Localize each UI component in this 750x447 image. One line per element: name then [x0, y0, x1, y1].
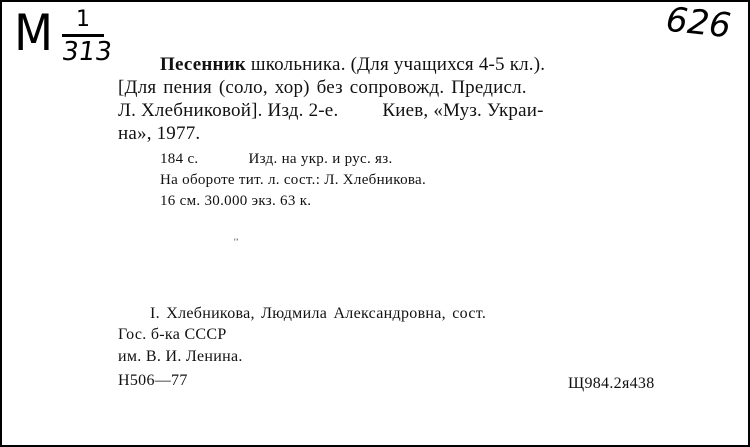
call-number-letter: М: [14, 4, 53, 62]
footer-left-code: Н506—77: [118, 372, 188, 389]
pages-line: [160, 150, 393, 168]
call-number-top: 1: [62, 8, 104, 37]
pages: 184 с.: [160, 151, 199, 167]
call-number-fraction: [59, 7, 114, 67]
title-rest: школьника. (Для учащихся 4-5 кл.).: [250, 54, 546, 75]
record-line-3b: Киев, «Муз. Украи-: [382, 100, 544, 121]
tracing-entry: I. Хлебникова, Людмила Александровна, сост.: [150, 305, 487, 322]
record-line-3a: Л. Хлебниковой]. Изд. 2-е.: [118, 100, 339, 121]
compiler-note: На обороте тит. л. сост.: Л. Хлебникова.: [160, 172, 427, 188]
card-number: 626: [664, 0, 733, 47]
edition-info: 16 см. 30.000 экз. 63 к.: [160, 193, 312, 209]
speck-mark: 'ʼ: [234, 237, 239, 247]
title-bold: Песенник: [160, 54, 246, 75]
library-line-1: Гос. б-ка СССР: [118, 326, 227, 343]
call-number-bottom: 313: [59, 37, 114, 67]
library-line-2: им. В. И. Ленина.: [118, 348, 243, 365]
record-line-2: [Для пения (соло, хор) без сопровожд. Предисл.: [118, 77, 527, 98]
record-line-3: [118, 100, 544, 121]
footer-right-code: Щ984.2я438: [568, 375, 655, 392]
record-line-4: на», 1977.: [118, 123, 201, 144]
title-line: [160, 54, 545, 75]
language-note: Изд. на укр. и рус. яз.: [248, 151, 393, 167]
